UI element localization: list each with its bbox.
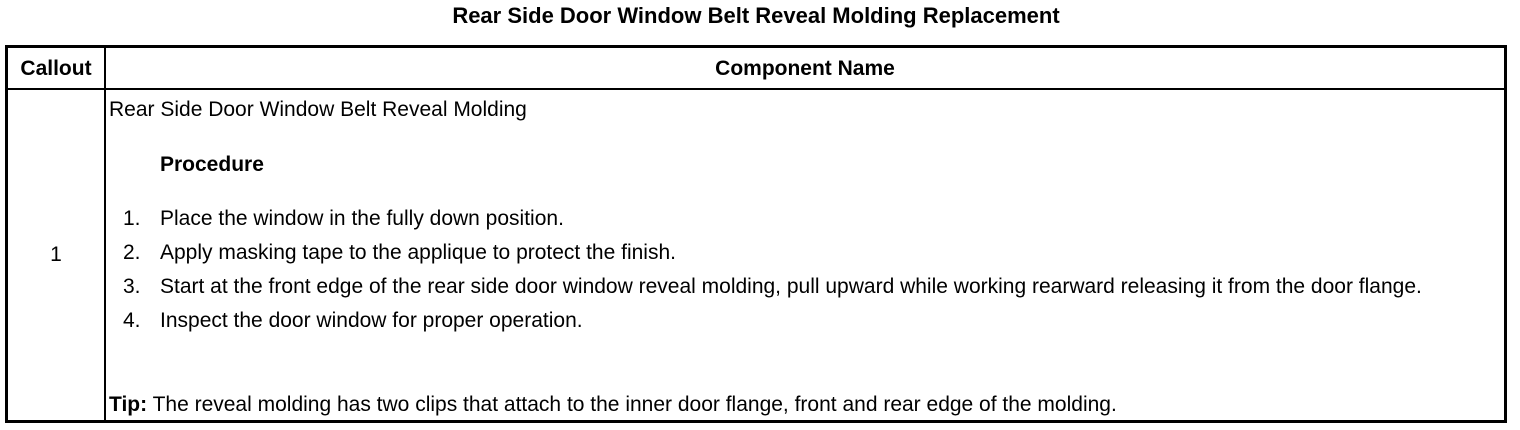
step-number: 1.	[123, 207, 141, 230]
procedure-steps	[109, 204, 1499, 340]
procedure-step	[109, 238, 1499, 268]
callout-number: 1	[50, 243, 62, 266]
procedure-step	[109, 306, 1499, 336]
step-number: 2.	[123, 241, 141, 264]
step-text: Start at the front edge of the rear side door window reveal molding, pull upward while working rearward releasing it from the door flange.	[160, 275, 1422, 298]
header-component-name: Component Name	[715, 57, 895, 80]
column-divider	[104, 48, 106, 420]
step-number: 3.	[123, 275, 141, 298]
header-callout: Callout	[20, 57, 92, 80]
step-text: Inspect the door window for proper operation.	[160, 309, 583, 332]
tip-note	[109, 390, 1117, 420]
page-title: Rear Side Door Window Belt Reveal Molding Replacement	[452, 3, 1060, 28]
step-text: Apply masking tape to the applique to protect the finish.	[160, 241, 676, 264]
tip-label: Tip:	[109, 393, 148, 416]
step-number: 4.	[123, 309, 141, 332]
procedure-step	[109, 204, 1499, 234]
header-divider	[8, 88, 1504, 90]
component-table	[5, 45, 1507, 423]
procedure-step	[109, 272, 1499, 302]
tip-text: The reveal molding has two clips that attach to the inner door flange, front and rear edge of the molding.	[147, 393, 1117, 416]
component-name: Rear Side Door Window Belt Reveal Molding	[109, 98, 527, 121]
procedure-heading: Procedure	[160, 153, 264, 176]
step-text: Place the window in the fully down position.	[160, 207, 564, 230]
